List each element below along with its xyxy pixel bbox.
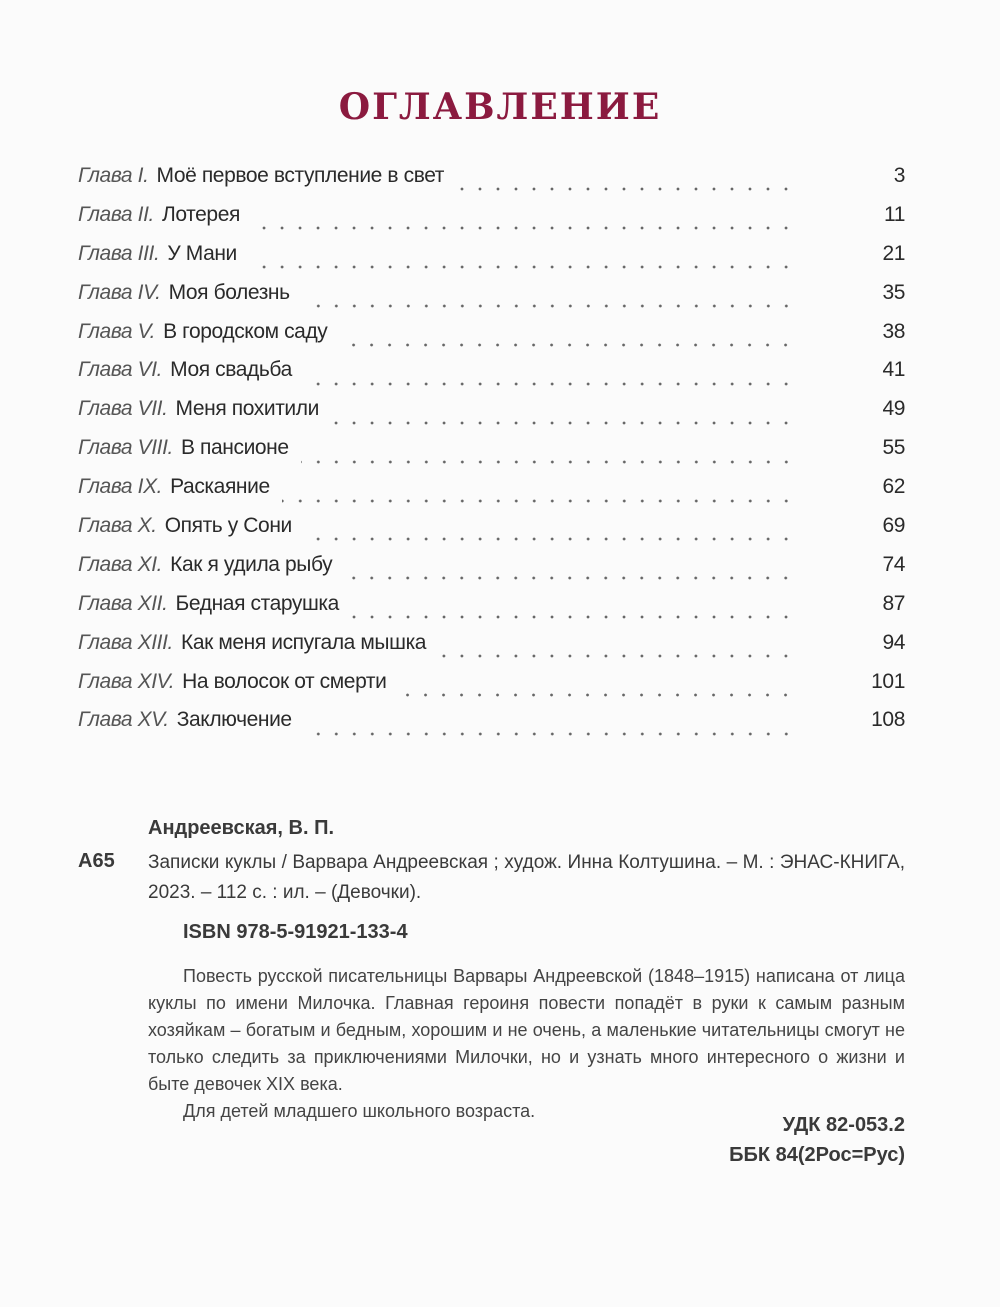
toc-entry [78,553,905,592]
page-number: 49 [882,397,905,421]
bib-author: Андреевская, В. П. [148,817,335,839]
dot-leader [304,732,795,736]
chapter-title: В городском саду [163,319,328,343]
page-number: 38 [882,319,905,343]
page-number: 41 [882,358,905,382]
toc-entry [78,475,905,514]
dot-leader [456,187,795,191]
isbn: ISBN 978-5-91921-133-4 [183,921,408,943]
dot-leader [282,499,795,503]
chapter-label: Глава VI. [78,358,163,382]
page-number: 11 [884,202,905,226]
toc-entry [78,358,905,397]
chapter-label: Глава VII. [78,397,168,421]
chapter-title: На волосок от смерти [182,669,387,693]
page-title: ОГЛАВЛЕНИЕ [338,86,662,128]
page-number: 3 [893,164,905,187]
dot-leader [398,693,795,697]
dot-leader [301,460,795,464]
chapter-label: Глава IV. [78,280,161,304]
classification [78,1110,905,1170]
dot-leader [302,304,795,308]
bbk: ББК 84(2Рос=Рус) [729,1144,905,1166]
page-number: 55 [882,436,905,460]
page-number: 21 [882,241,905,265]
toc-entry [78,320,905,359]
chapter-label: Глава X. [78,514,157,538]
toc-entry [78,164,905,203]
bib-description: Записки куклы / Варвара Андреевская ; худож. Инна Колтушина. – М. : ЭНАС-КНИГА, 2023. – 112 с. : ил. – (Девочки). [148,852,905,903]
chapter-title: Как я удила рыбу [170,552,333,576]
chapter-title: Опять у Сони [164,514,292,538]
page-number: 62 [882,475,905,499]
chapter-title: Заключение [176,708,292,732]
toc-entry [78,631,905,670]
chapter-title: Моё первое вступление в свет [156,164,445,187]
page-number: 74 [882,552,905,576]
dot-leader [249,265,795,269]
annotation-text: Повесть русской писательницы Варвары Андреевской (1848–1915) написана от лица куклы по имени Милочка. Главная героиня повести попадёт в руки к самым разным хозяйкам – богатым и бедным, хорошим и не очень, а маленькие читательницы смогут не только следить за приключениями Милочки, но и узнать много интересного о жизни и быте девочек XIX века. [148,966,905,1094]
toc-entry [78,203,905,242]
dot-leader [344,576,795,580]
chapter-title: Раскаяние [170,475,270,499]
chapter-label: Глава XII. [78,591,168,615]
chapter-title: Моя свадьба [170,358,292,382]
chapter-label: Глава XI. [78,552,163,576]
chapter-title: Меня похитили [175,397,319,421]
dot-leader [351,615,795,619]
chapter-label: Глава II. [78,202,154,226]
toc-entry [78,397,905,436]
chapter-label: Глава I. [78,164,149,187]
chapter-title: В пансионе [180,436,289,460]
chapter-label: Глава V. [78,319,156,343]
annotation [148,963,905,1125]
chapter-title: Моя болезнь [168,280,290,304]
audience-text: Для детей младшего школьного возраста. [183,1101,536,1121]
page-number: 87 [882,591,905,615]
dot-leader [438,654,795,658]
dot-leader [339,343,795,347]
page-number: 101 [871,669,905,693]
page-number: 35 [882,280,905,304]
toc-entry [78,670,905,709]
page-number: 108 [871,708,905,732]
dot-leader [304,537,795,541]
toc-entry [78,242,905,281]
chapter-label: Глава XIV. [78,669,175,693]
chapter-title: Бедная старушка [175,591,339,615]
toc-entry [78,514,905,553]
table-of-contents [78,164,905,747]
dot-leader [331,421,795,425]
chapter-label: Глава VIII. [78,436,173,460]
page-number: 94 [882,630,905,654]
chapter-label: Глава III. [78,241,160,265]
chapter-label: Глава IX. [78,475,163,499]
toc-entry [78,708,905,747]
bib-code: А65 [78,850,115,872]
page-number: 69 [882,514,905,538]
chapter-title: Лотерея [161,202,240,226]
chapter-title: Как меня испугала мышка [180,630,427,654]
toc-entry [78,281,905,320]
dot-leader [304,382,795,386]
dot-leader [252,226,795,230]
chapter-label: Глава XV. [78,708,169,732]
chapter-label: Глава XIII. [78,630,173,654]
chapter-title: У Мани [167,241,237,265]
udk: УДК 82-053.2 [782,1114,905,1136]
toc-entry [78,436,905,475]
toc-entry [78,592,905,631]
